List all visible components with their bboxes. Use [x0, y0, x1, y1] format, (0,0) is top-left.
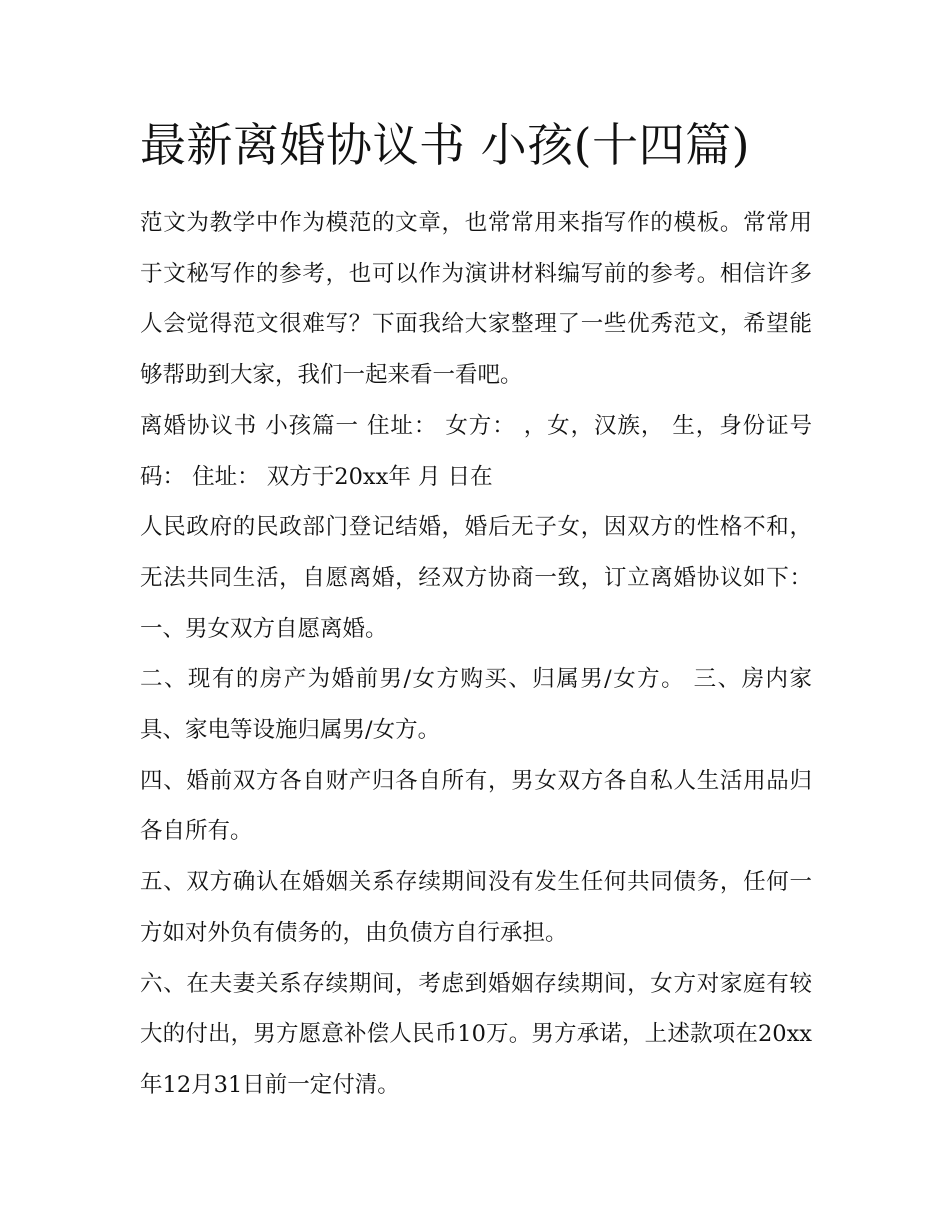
document-title: 最新离婚协议书 小孩(十四篇) [140, 118, 751, 172]
paragraph-clause-6: 六、在夫妻关系存续期间，考虑到婚姻存续期间，女方对家庭有较大的付出，男方愿意补偿人民币10万。男方承诺，上述款项在20xx年12月31日前一定付清。 [140, 970, 812, 1098]
paragraph-clause-2-3: 二、现有的房产为婚前男/女方购买、归属男/女方。 三、房内家具、家电等设施归属男/女方。 [140, 666, 812, 744]
paragraph-parties: 离婚协议书 小孩篇一 住址： 女方： ，女，汉族， 生，身份证号码： 住址： 双方于20xx年 月 日在 [140, 412, 812, 490]
paragraph-intro: 范文为教学中作为模范的文章，也常常用来指写作的模板。常常用于文秘写作的参考，也可以作为演讲材料编写前的参考。相信许多人会觉得范文很难写？下面我给大家整理了一些优秀范文，希望能够帮助到大家，我们一起来看一看吧。 [140, 210, 812, 389]
paragraph-clause-4: 四、婚前双方各自财产归各自所有，男女双方各自私人生活用品归各自所有。 [140, 767, 812, 845]
paragraph-clause-5: 五、双方确认在婚姻关系存续期间没有发生任何共同债务，任何一方如对外负有债务的，由负债方自行承担。 [140, 869, 812, 946]
document-body [140, 198, 812, 1111]
paragraph-marriage-registration: 人民政府的民政部门登记结婚，婚后无子女，因双方的性格不和，无法共同生活，自愿离婚，经双方协商一致，订立离婚协议如下： 一、男女双方自愿离婚。 [140, 514, 812, 642]
